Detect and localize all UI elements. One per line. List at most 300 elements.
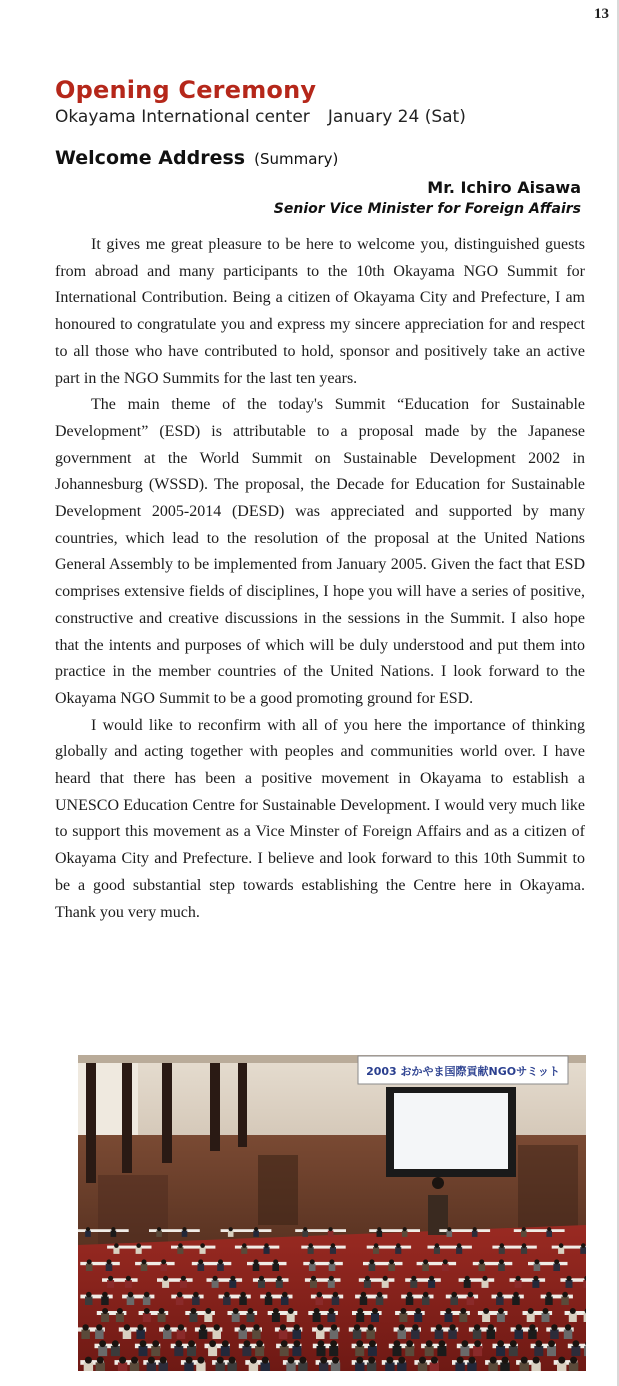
- attendee-head: [288, 1308, 294, 1314]
- attendee-body: [557, 1362, 566, 1371]
- attendee-body: [373, 1247, 379, 1254]
- attendee-head: [311, 1276, 316, 1281]
- attendee-body: [265, 1297, 273, 1306]
- attendee-head: [333, 1292, 339, 1298]
- attendee-body: [106, 1264, 113, 1271]
- attendee-head: [294, 1324, 300, 1330]
- attendee-body: [156, 1231, 162, 1237]
- attendee-head: [449, 1324, 455, 1330]
- attendee-head: [107, 1259, 112, 1264]
- attendee-body: [330, 1330, 339, 1340]
- attendee-head: [99, 1340, 106, 1347]
- attendee-head: [415, 1308, 421, 1314]
- attendee-body: [532, 1280, 539, 1288]
- attendee-body: [136, 1330, 145, 1340]
- attendee-body: [397, 1362, 406, 1371]
- attendee-head: [439, 1340, 446, 1347]
- attendee-head: [160, 1357, 167, 1364]
- attendee-head: [502, 1357, 509, 1364]
- attendee-body: [113, 1247, 119, 1254]
- attendee-head: [117, 1308, 123, 1314]
- attendee-body: [398, 1330, 407, 1340]
- attendee-body: [534, 1346, 543, 1356]
- attendee-body: [496, 1297, 504, 1306]
- attendee-head: [490, 1357, 497, 1364]
- attendee-body: [377, 1231, 383, 1237]
- attendee-body: [241, 1247, 247, 1254]
- attendee-head: [443, 1259, 448, 1264]
- attendee-body: [116, 1313, 124, 1322]
- attendee-head: [522, 1243, 527, 1248]
- attendee-head: [294, 1340, 301, 1347]
- attendee-body: [125, 1280, 132, 1288]
- attendee-head: [522, 1227, 526, 1231]
- attendee-body: [143, 1297, 151, 1306]
- paragraph-3: I would like to reconfirm with all of you here the importance of thinking globally and acting together with peoples and communities world over. I have heard that there has been a positive movement in Okayama to establish a UNESCO Education Centre for Sustainable Development. I would very much like to support this movement as a Vice Minster of Foreign Affairs and as a citizen of Okayama City and Prefecture. I believe and look forward to this 10th Summit to be a good substantial step towards establishing the Centre here in Okayama. Thank you very much.: [55, 716, 585, 921]
- attendee-head: [483, 1308, 489, 1314]
- attendee-body: [216, 1362, 225, 1371]
- attendee-body: [521, 1247, 527, 1254]
- attendee-head: [273, 1259, 278, 1264]
- attendee-head: [377, 1292, 383, 1298]
- attendee-head: [488, 1324, 494, 1330]
- attendee-head: [554, 1259, 559, 1264]
- attendee-head: [497, 1292, 503, 1298]
- attendee-head: [369, 1340, 376, 1347]
- attendee-body: [190, 1313, 198, 1322]
- attendee-body: [85, 1297, 93, 1306]
- attendee-head: [329, 1227, 333, 1231]
- attendee-head: [224, 1292, 230, 1298]
- attendee-head: [498, 1308, 504, 1314]
- event-subtitle: [55, 107, 466, 127]
- attendee-head: [407, 1292, 413, 1298]
- attendee-body: [293, 1330, 302, 1340]
- attendee-head: [248, 1308, 254, 1314]
- attendee-head: [529, 1324, 535, 1330]
- attendee-head: [181, 1276, 186, 1281]
- attendee-body: [353, 1330, 362, 1340]
- attendee-body: [435, 1330, 444, 1340]
- attendee-head: [329, 1276, 334, 1281]
- attendee-head: [175, 1340, 182, 1347]
- attendee-body: [208, 1346, 217, 1356]
- attendee-body: [487, 1330, 496, 1340]
- section-heading-main: Welcome Address: [55, 147, 246, 169]
- attendee-head: [516, 1324, 522, 1330]
- attendee-head: [198, 1259, 203, 1264]
- attendee-body: [162, 1280, 169, 1288]
- page-number: 13: [594, 6, 609, 22]
- attendee-head: [412, 1324, 418, 1330]
- attendee-body: [460, 1346, 469, 1356]
- attendee-body: [261, 1362, 270, 1371]
- attendee-head: [447, 1227, 451, 1231]
- attendee-body: [81, 1330, 90, 1340]
- attendee-body: [198, 1264, 205, 1271]
- attendee-body: [163, 1330, 172, 1340]
- attendee-body: [467, 1297, 475, 1306]
- attendee-head: [222, 1340, 229, 1347]
- attendee-head: [499, 1259, 504, 1264]
- attendee-body: [280, 1346, 289, 1356]
- attendee-body: [217, 1264, 224, 1271]
- attendee-body: [479, 1264, 486, 1271]
- attendee-head: [218, 1259, 223, 1264]
- attendee-head: [521, 1357, 528, 1364]
- attendee-body: [473, 1346, 482, 1356]
- attendee-body: [143, 1313, 151, 1322]
- attendee-body: [196, 1362, 205, 1371]
- attendee-body: [411, 1330, 420, 1340]
- attendee-head: [329, 1259, 334, 1264]
- attendee-head: [163, 1276, 168, 1281]
- attendee-head: [229, 1227, 233, 1231]
- attendee-body: [564, 1330, 573, 1340]
- attendee-body: [456, 1247, 462, 1254]
- ceremony-hall-photo: [78, 1055, 586, 1371]
- attendee-body: [130, 1362, 139, 1371]
- attendee-head: [570, 1308, 576, 1314]
- attendee-head: [318, 1340, 325, 1347]
- attendee-head: [446, 1308, 452, 1314]
- attendee-body: [127, 1297, 135, 1306]
- attendee-head: [431, 1357, 438, 1364]
- attendee-head: [244, 1340, 251, 1347]
- attendee-head: [551, 1324, 557, 1330]
- attendee-head: [474, 1324, 480, 1330]
- attendee-head: [242, 1243, 247, 1248]
- attendee-body: [328, 1231, 334, 1237]
- attendee-body: [255, 1346, 264, 1356]
- attendee-body: [332, 1297, 340, 1306]
- attendee-body: [528, 1330, 537, 1340]
- attendee-head: [193, 1292, 199, 1298]
- attendee-head: [161, 1259, 166, 1264]
- attendee-body: [455, 1362, 464, 1371]
- attendee-head: [573, 1340, 580, 1347]
- attendee-head: [217, 1357, 224, 1364]
- page-title: Opening Ceremony: [55, 76, 317, 104]
- attendee-body: [571, 1346, 580, 1356]
- attendee-body: [547, 1346, 556, 1356]
- attendee-body: [422, 1264, 429, 1271]
- attendee-body: [159, 1362, 168, 1371]
- attendee-body: [447, 1231, 453, 1237]
- attendee-head: [144, 1292, 150, 1298]
- attendee-head: [436, 1324, 442, 1330]
- attendee-head: [282, 1292, 288, 1298]
- attendee-body: [177, 1330, 186, 1340]
- attendee-head: [197, 1357, 204, 1364]
- attendee-head: [528, 1308, 534, 1314]
- attendee-body: [212, 1280, 219, 1288]
- attendee-head: [457, 1357, 464, 1364]
- attendee-head: [229, 1357, 236, 1364]
- attendee-head: [406, 1340, 413, 1347]
- attendee-head: [398, 1357, 405, 1364]
- attendee-head: [250, 1357, 257, 1364]
- attendee-body: [355, 1362, 364, 1371]
- attendee-head: [474, 1340, 481, 1347]
- attendee-body: [182, 1231, 188, 1237]
- attendee-body: [520, 1362, 529, 1371]
- table: [560, 1278, 586, 1282]
- attendee-body: [395, 1247, 401, 1254]
- attendee-head: [497, 1340, 504, 1347]
- attendee-body: [550, 1330, 559, 1340]
- attendee-body: [221, 1346, 230, 1356]
- attendee-body: [310, 1280, 317, 1288]
- attendee-head: [253, 1324, 259, 1330]
- attendee-head: [136, 1243, 141, 1248]
- attendee-head: [396, 1243, 401, 1248]
- attendee-head: [281, 1340, 288, 1347]
- attendee-head: [435, 1243, 440, 1248]
- attendee-head: [374, 1243, 379, 1248]
- section-heading-note: (Summary): [254, 150, 339, 168]
- attendee-body: [253, 1264, 260, 1271]
- attendee-head: [152, 1340, 159, 1347]
- attendee-body: [279, 1330, 288, 1340]
- attendee-head: [429, 1276, 434, 1281]
- attendee-head: [330, 1340, 337, 1347]
- attendee-body: [84, 1362, 93, 1371]
- date-text: January 24 (Sat): [327, 107, 466, 127]
- section-heading: [55, 147, 338, 169]
- attendee-body: [329, 1264, 336, 1271]
- attendee-body: [111, 1346, 120, 1356]
- attendee-body: [542, 1313, 550, 1322]
- attendee-body: [496, 1346, 505, 1356]
- attendee-body: [184, 1362, 193, 1371]
- attendee-head: [178, 1243, 183, 1248]
- attendee-body: [566, 1280, 573, 1288]
- attendee-head: [178, 1324, 184, 1330]
- attendee-body: [451, 1297, 459, 1306]
- attendee-head: [389, 1259, 394, 1264]
- attendee-head: [516, 1276, 521, 1281]
- attendee-body: [369, 1264, 376, 1271]
- attendee-body: [192, 1297, 200, 1306]
- attendee-head: [209, 1340, 216, 1347]
- attendee-head: [320, 1357, 327, 1364]
- attendee-body: [569, 1313, 577, 1322]
- attendee-body: [328, 1280, 335, 1288]
- attendee-body: [247, 1313, 255, 1322]
- attendee-body: [368, 1346, 377, 1356]
- attendee-body: [584, 1346, 586, 1356]
- attendee-head: [546, 1292, 552, 1298]
- attendee-body: [264, 1247, 270, 1254]
- attendee-head: [280, 1324, 286, 1330]
- attendee-head: [356, 1340, 363, 1347]
- attendee-body: [123, 1330, 132, 1340]
- attendee-body: [584, 1313, 586, 1322]
- attendee-body: [141, 1264, 148, 1271]
- attendee-head: [308, 1243, 313, 1248]
- attendee-head: [451, 1292, 457, 1298]
- attendee-head: [233, 1308, 239, 1314]
- attendee-body: [319, 1362, 328, 1371]
- attendee-head: [230, 1276, 235, 1281]
- attendee-head: [142, 1259, 147, 1264]
- attendee-body: [388, 1264, 395, 1271]
- attendee-head: [205, 1308, 211, 1314]
- venue-text: Okayama International center: [55, 107, 310, 127]
- attendee-head: [264, 1243, 269, 1248]
- attendee-body: [329, 1346, 338, 1356]
- attendee-head: [365, 1276, 370, 1281]
- attendee-head: [164, 1324, 170, 1330]
- attendee-body: [227, 1362, 236, 1371]
- attendee-body: [95, 1330, 104, 1340]
- attendee-body: [292, 1346, 301, 1356]
- attendee-head: [534, 1259, 539, 1264]
- attendee-head: [565, 1324, 571, 1330]
- attendee-body: [376, 1297, 384, 1306]
- attendee-head: [423, 1259, 428, 1264]
- attendee-head: [240, 1292, 246, 1298]
- attendee-head: [570, 1357, 577, 1364]
- attendee-head: [186, 1357, 193, 1364]
- attendee-head: [97, 1357, 104, 1364]
- attendee-body: [252, 1330, 261, 1340]
- attendee-head: [457, 1243, 462, 1248]
- attendee-body: [199, 1330, 208, 1340]
- attendee-body: [385, 1362, 394, 1371]
- attendee-body: [434, 1247, 440, 1254]
- attendee-body: [239, 1297, 247, 1306]
- attendee-body: [327, 1313, 335, 1322]
- attendee-head: [419, 1357, 426, 1364]
- attendee-head: [581, 1243, 586, 1248]
- attendee-head: [111, 1227, 115, 1231]
- attendee-body: [371, 1313, 379, 1322]
- attendee-body: [515, 1280, 522, 1288]
- attendee-body: [229, 1280, 236, 1288]
- attendee-body: [497, 1313, 505, 1322]
- attendee-body: [546, 1231, 552, 1237]
- attendee-head: [112, 1340, 119, 1347]
- attendee-head: [191, 1308, 197, 1314]
- attendee-body: [111, 1231, 117, 1237]
- attendee-head: [399, 1324, 405, 1330]
- attendee-head: [473, 1227, 477, 1231]
- attendee-head: [256, 1340, 263, 1347]
- attendee-body: [187, 1346, 196, 1356]
- attendee-head: [548, 1340, 555, 1347]
- attendee-body: [569, 1362, 578, 1371]
- attendee-head: [332, 1357, 339, 1364]
- attendee-body: [147, 1362, 156, 1371]
- attendee-head: [108, 1276, 113, 1281]
- attendee-head: [124, 1324, 130, 1330]
- attendee-head: [87, 1259, 92, 1264]
- attendee-body: [239, 1330, 248, 1340]
- address-body: [55, 232, 585, 926]
- attendee-head: [423, 1292, 429, 1298]
- attendee-body: [425, 1346, 434, 1356]
- attendee-body: [316, 1297, 324, 1306]
- attendee-body: [355, 1346, 364, 1356]
- attendee-head: [317, 1292, 323, 1298]
- attendee-head: [356, 1357, 363, 1364]
- attendee-body: [364, 1280, 371, 1288]
- speaker-name: Mr. Ichiro Aisawa: [427, 178, 581, 197]
- attendee-body: [223, 1297, 231, 1306]
- attendee-head: [547, 1227, 551, 1231]
- attendee-body: [437, 1346, 446, 1356]
- attendee-head: [357, 1308, 363, 1314]
- attendee-head: [299, 1357, 306, 1364]
- attendee-body: [118, 1362, 127, 1371]
- attendee-body: [249, 1362, 258, 1371]
- attendee-body: [317, 1346, 326, 1356]
- attendee-body: [393, 1346, 402, 1356]
- attendee-head: [137, 1324, 143, 1330]
- attendee-body: [331, 1362, 340, 1371]
- attendee-body: [410, 1280, 417, 1288]
- attendee-body: [136, 1247, 142, 1254]
- attendee-body: [213, 1330, 222, 1340]
- attendee-body: [422, 1297, 430, 1306]
- attendee-head: [214, 1324, 220, 1330]
- attendee-body: [242, 1346, 251, 1356]
- attendee-head: [559, 1243, 564, 1248]
- attendee-head: [465, 1276, 470, 1281]
- attendee-body: [402, 1231, 408, 1237]
- attendee-head: [177, 1292, 183, 1298]
- attendee-head: [535, 1340, 542, 1347]
- attendee-body: [366, 1330, 375, 1340]
- attendee-head: [259, 1276, 264, 1281]
- attendee-head: [102, 1292, 108, 1298]
- attendee-head: [400, 1308, 406, 1314]
- attendee-body: [459, 1313, 467, 1322]
- attendee-body: [158, 1313, 166, 1322]
- attendee-body: [85, 1231, 91, 1237]
- projection-screen: [394, 1093, 508, 1169]
- attendee-body: [498, 1264, 505, 1271]
- attendee-body: [512, 1297, 520, 1306]
- attendee-head: [86, 1227, 90, 1231]
- attendee-body: [177, 1247, 183, 1254]
- attendee-body: [161, 1264, 168, 1271]
- attendee-body: [98, 1346, 107, 1356]
- attendee-body: [272, 1264, 279, 1271]
- attendee-body: [180, 1280, 187, 1288]
- attendee-body: [515, 1330, 524, 1340]
- attendee-head: [533, 1357, 540, 1364]
- attendee-body: [176, 1297, 184, 1306]
- attendee-body: [464, 1280, 471, 1288]
- attendee-head: [394, 1340, 401, 1347]
- attendee-head: [377, 1227, 381, 1231]
- attendee-head: [182, 1227, 186, 1231]
- paragraph-1: It gives me great pleasure to be here to welcome you, distinguished guests from abroad and many participants to the 10th Okayama NGO Summit for International Contribution. Being a citizen of Okayama City and Prefecture, I am honoured to congratulate you and express my sincere appreciation for and respect to all those who have contributed to hold, sponsor and positively take an active part in the NGO Summits for the last ten years.: [55, 236, 585, 387]
- attendee-head: [562, 1292, 568, 1298]
- attendee-body: [473, 1330, 482, 1340]
- attendee-head: [426, 1340, 433, 1347]
- attendee-body: [428, 1280, 435, 1288]
- paragraph-2: The main theme of the today's Summit “Education for Sustainable Development” (ESD) is attributable to a proposal made by the Japanese government at the World Summit on Sustainable Development 2002 in Johannesburg (WSSD). The proposal, the Decade for Education for Sustainable Development 2005-2014 (DESD) was appreciated and supported by many countries, which lead to the resolution of the proposal at the United Nations General Assembly to be implemented from January 2005. Given the fact that ESD comprises extensive fields of disciplines, I hope you will have a series of positive, constructive and creative discussions in the sessions in the Summit. I also hope that the intents and purposes of which will be duly understood and put them into practice in the member countries of the United Nations. I look forward to the Okayama NGO Summit to be a good promoting ground for ESD.: [55, 396, 585, 707]
- attendee-body: [309, 1264, 316, 1271]
- attendee-head: [558, 1357, 565, 1364]
- attendee-body: [86, 1264, 93, 1271]
- attendee-body: [313, 1313, 321, 1322]
- attendee-body: [139, 1346, 148, 1356]
